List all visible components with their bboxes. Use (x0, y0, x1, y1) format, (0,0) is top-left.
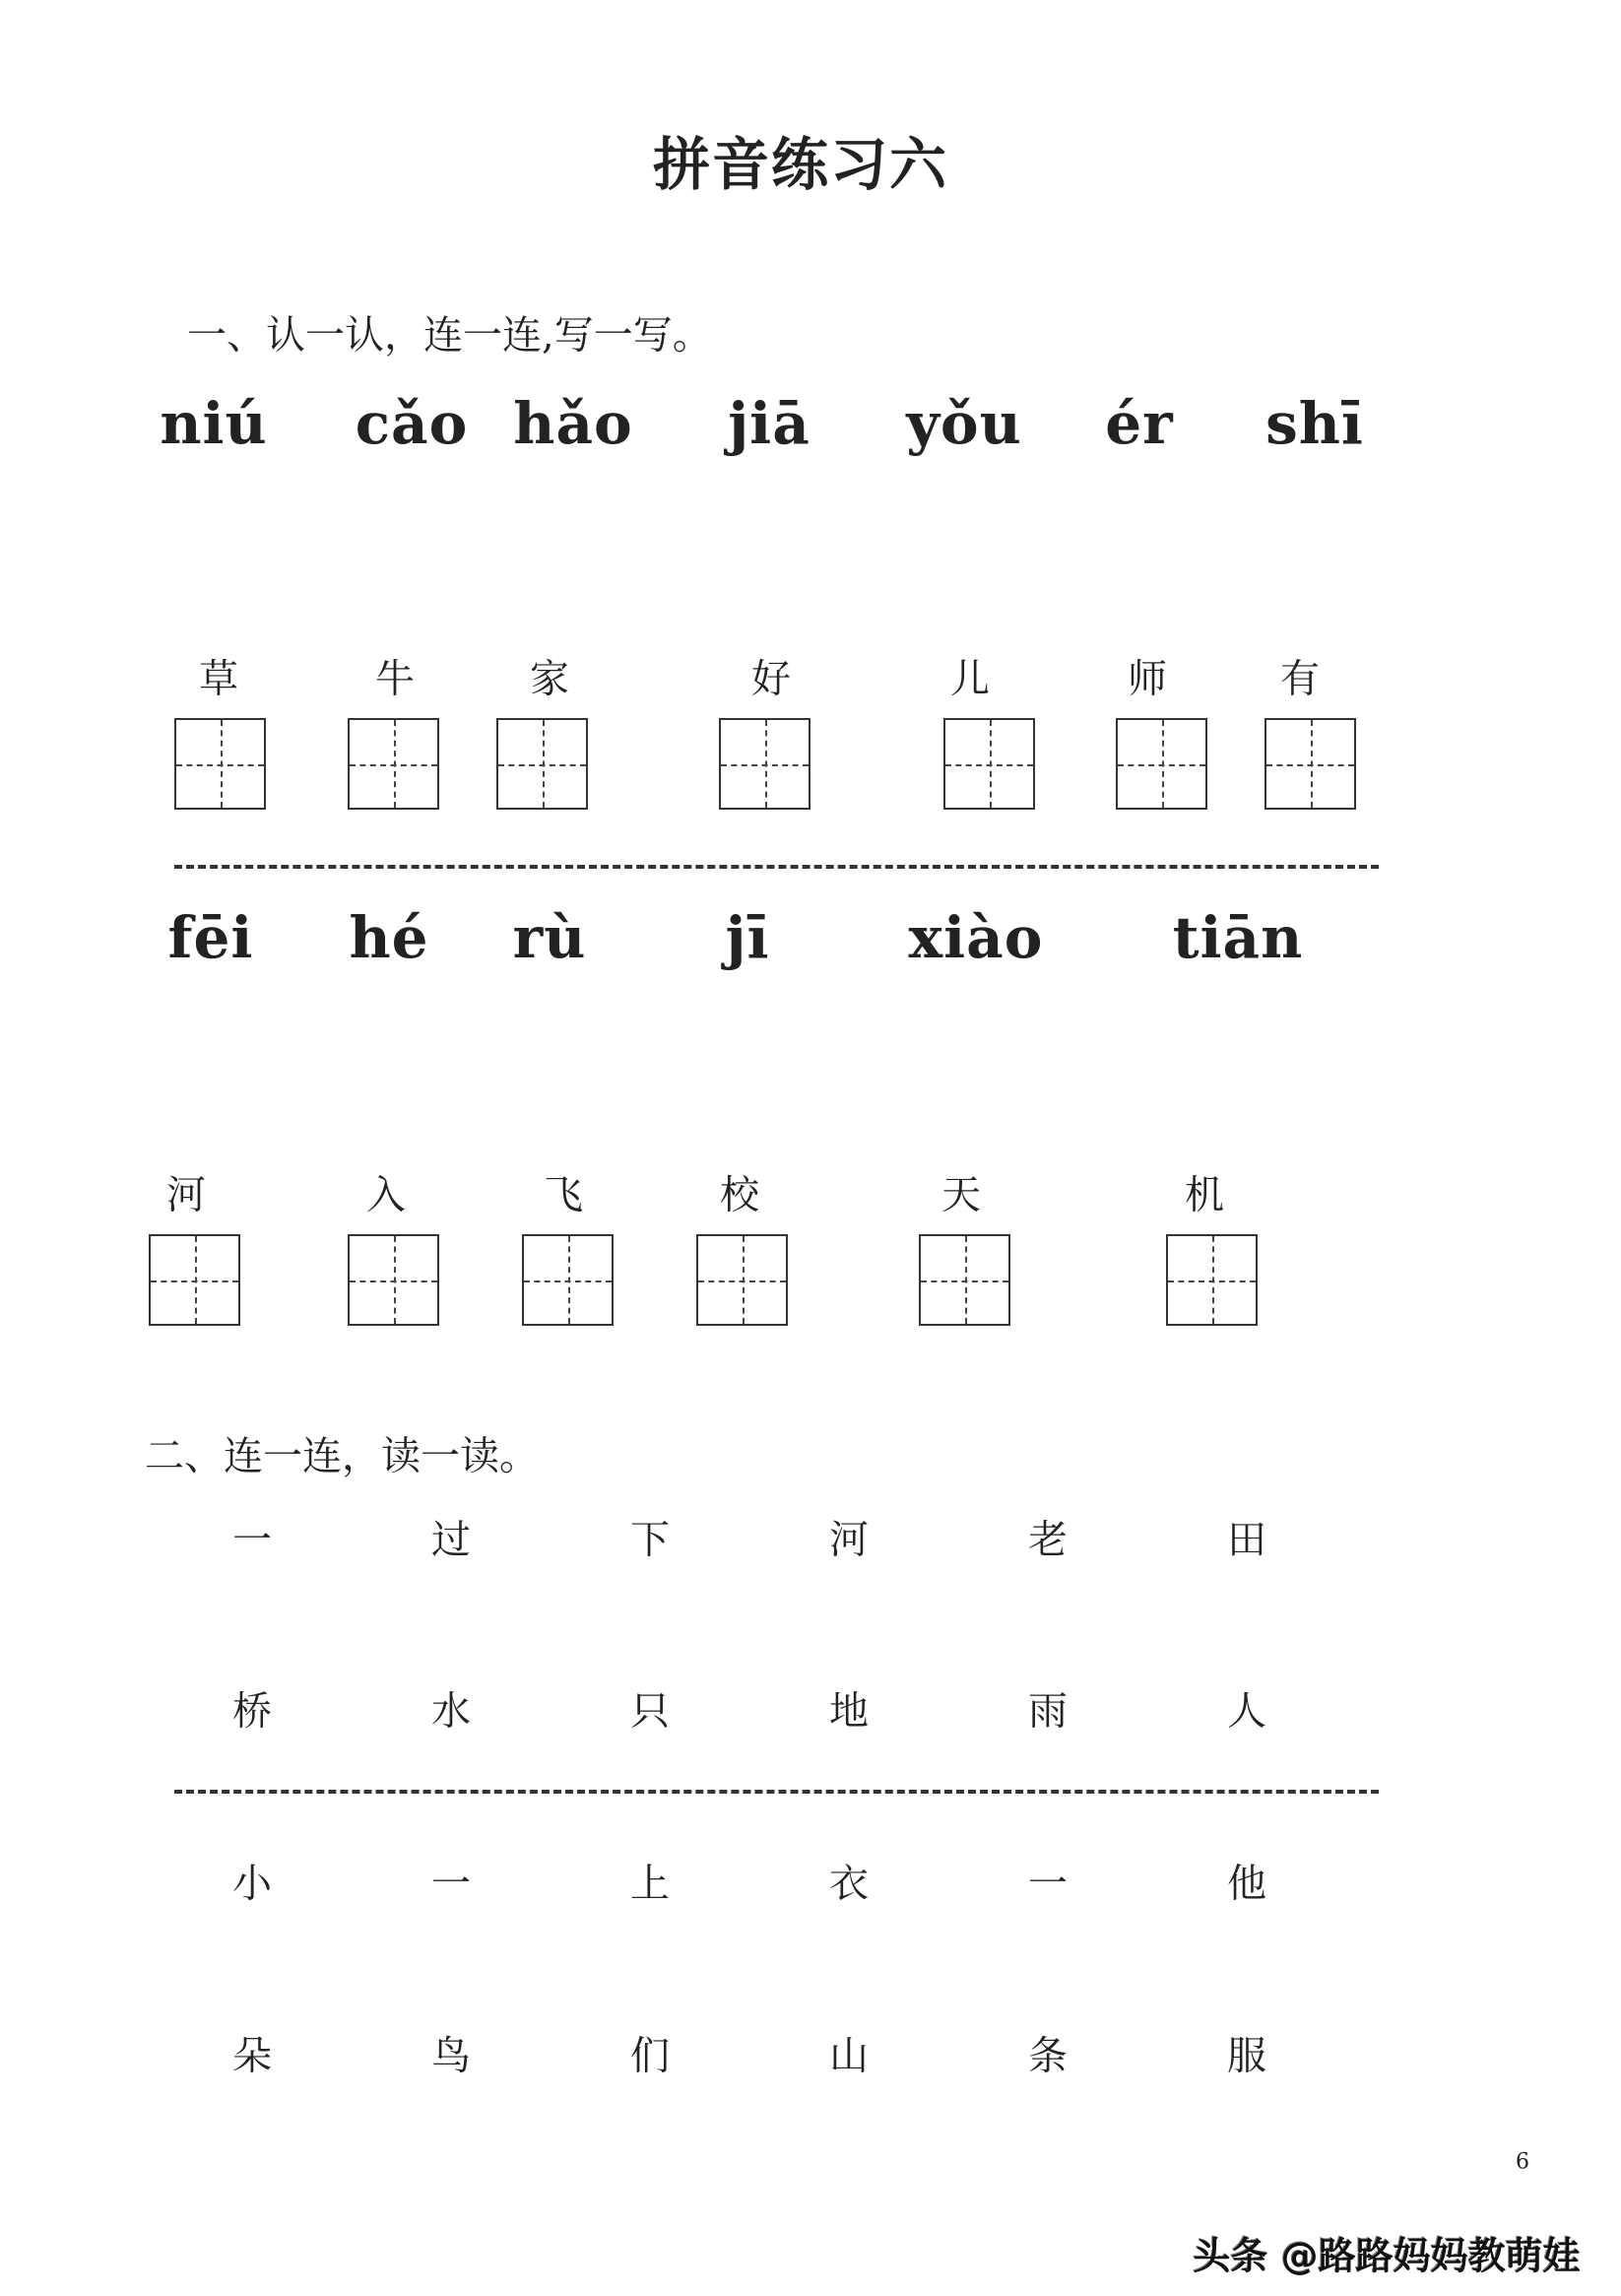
divider-2 (174, 1790, 1379, 1794)
writing-box (174, 718, 266, 810)
chinese-char: 天 (941, 1172, 981, 1218)
match-char: 田 (1227, 1517, 1266, 1563)
match-char: 下 (630, 1517, 670, 1563)
chinese-char: 机 (1185, 1172, 1224, 1218)
chinese-char: 校 (720, 1172, 759, 1218)
watermark: 头条 @路路妈妈教萌娃 (1193, 2234, 1581, 2278)
pinyin-word: niú (160, 390, 268, 457)
match-char: 河 (829, 1517, 869, 1563)
match-char: 老 (1028, 1517, 1068, 1563)
section1-heading: 一、认一认，连一连,写一写。 (187, 312, 712, 359)
match-char: 条 (1028, 2033, 1068, 2079)
chinese-char: 牛 (375, 656, 415, 702)
match-char: 只 (630, 1688, 670, 1735)
pinyin-word: shī (1265, 390, 1364, 457)
writing-box (1264, 718, 1356, 810)
pinyin-word: yǒu (906, 390, 1022, 457)
writing-box (348, 718, 439, 810)
chinese-char: 儿 (950, 656, 990, 702)
writing-box (348, 1234, 439, 1326)
pinyin-word: ér (1105, 390, 1174, 457)
page-number: 6 (1516, 2149, 1529, 2175)
chinese-char: 好 (751, 656, 791, 702)
writing-box (522, 1234, 614, 1326)
pinyin-word: cǎo (355, 390, 469, 457)
match-char: 朵 (232, 2033, 272, 2079)
match-char: 他 (1227, 1861, 1266, 1907)
writing-box (919, 1234, 1010, 1326)
match-char: 一 (1028, 1861, 1068, 1907)
match-char: 过 (431, 1517, 471, 1563)
page-title: 拼音练习六 (652, 131, 949, 198)
match-char: 水 (431, 1688, 471, 1735)
match-char: 服 (1227, 2033, 1266, 2079)
match-char: 一 (232, 1517, 272, 1563)
writing-box (496, 718, 588, 810)
match-char: 山 (829, 2033, 869, 2079)
match-char: 鸟 (431, 2033, 471, 2079)
match-char: 一 (431, 1861, 471, 1907)
chinese-char: 家 (530, 656, 569, 702)
pinyin-word: jiā (728, 390, 810, 457)
chinese-char: 草 (199, 656, 238, 702)
pinyin-word: hǎo (513, 390, 633, 457)
match-char: 地 (829, 1688, 869, 1735)
writing-box (696, 1234, 788, 1326)
section2-heading: 二、连一连，读一读。 (145, 1433, 539, 1479)
match-char: 们 (630, 2033, 670, 2079)
match-char: 雨 (1028, 1688, 1068, 1735)
writing-box (149, 1234, 240, 1326)
chinese-char: 河 (166, 1172, 206, 1218)
chinese-char: 飞 (544, 1172, 583, 1218)
pinyin-word: fēi (167, 904, 254, 971)
pinyin-word: hé (349, 904, 429, 971)
writing-box (1166, 1234, 1258, 1326)
match-char: 衣 (829, 1861, 869, 1907)
match-char: 人 (1227, 1688, 1266, 1735)
pinyin-word: xiào (908, 904, 1044, 971)
pinyin-word: rù (512, 904, 587, 971)
chinese-char: 有 (1280, 656, 1320, 702)
divider-1 (174, 865, 1379, 869)
writing-box (719, 718, 810, 810)
pinyin-word: jī (725, 904, 770, 971)
match-char: 上 (630, 1861, 670, 1907)
chinese-char: 入 (366, 1172, 406, 1218)
pinyin-word: tiān (1172, 904, 1304, 971)
writing-box (943, 718, 1035, 810)
chinese-char: 师 (1128, 656, 1167, 702)
writing-box (1116, 718, 1207, 810)
match-char: 桥 (232, 1688, 272, 1735)
match-char: 小 (232, 1861, 272, 1907)
